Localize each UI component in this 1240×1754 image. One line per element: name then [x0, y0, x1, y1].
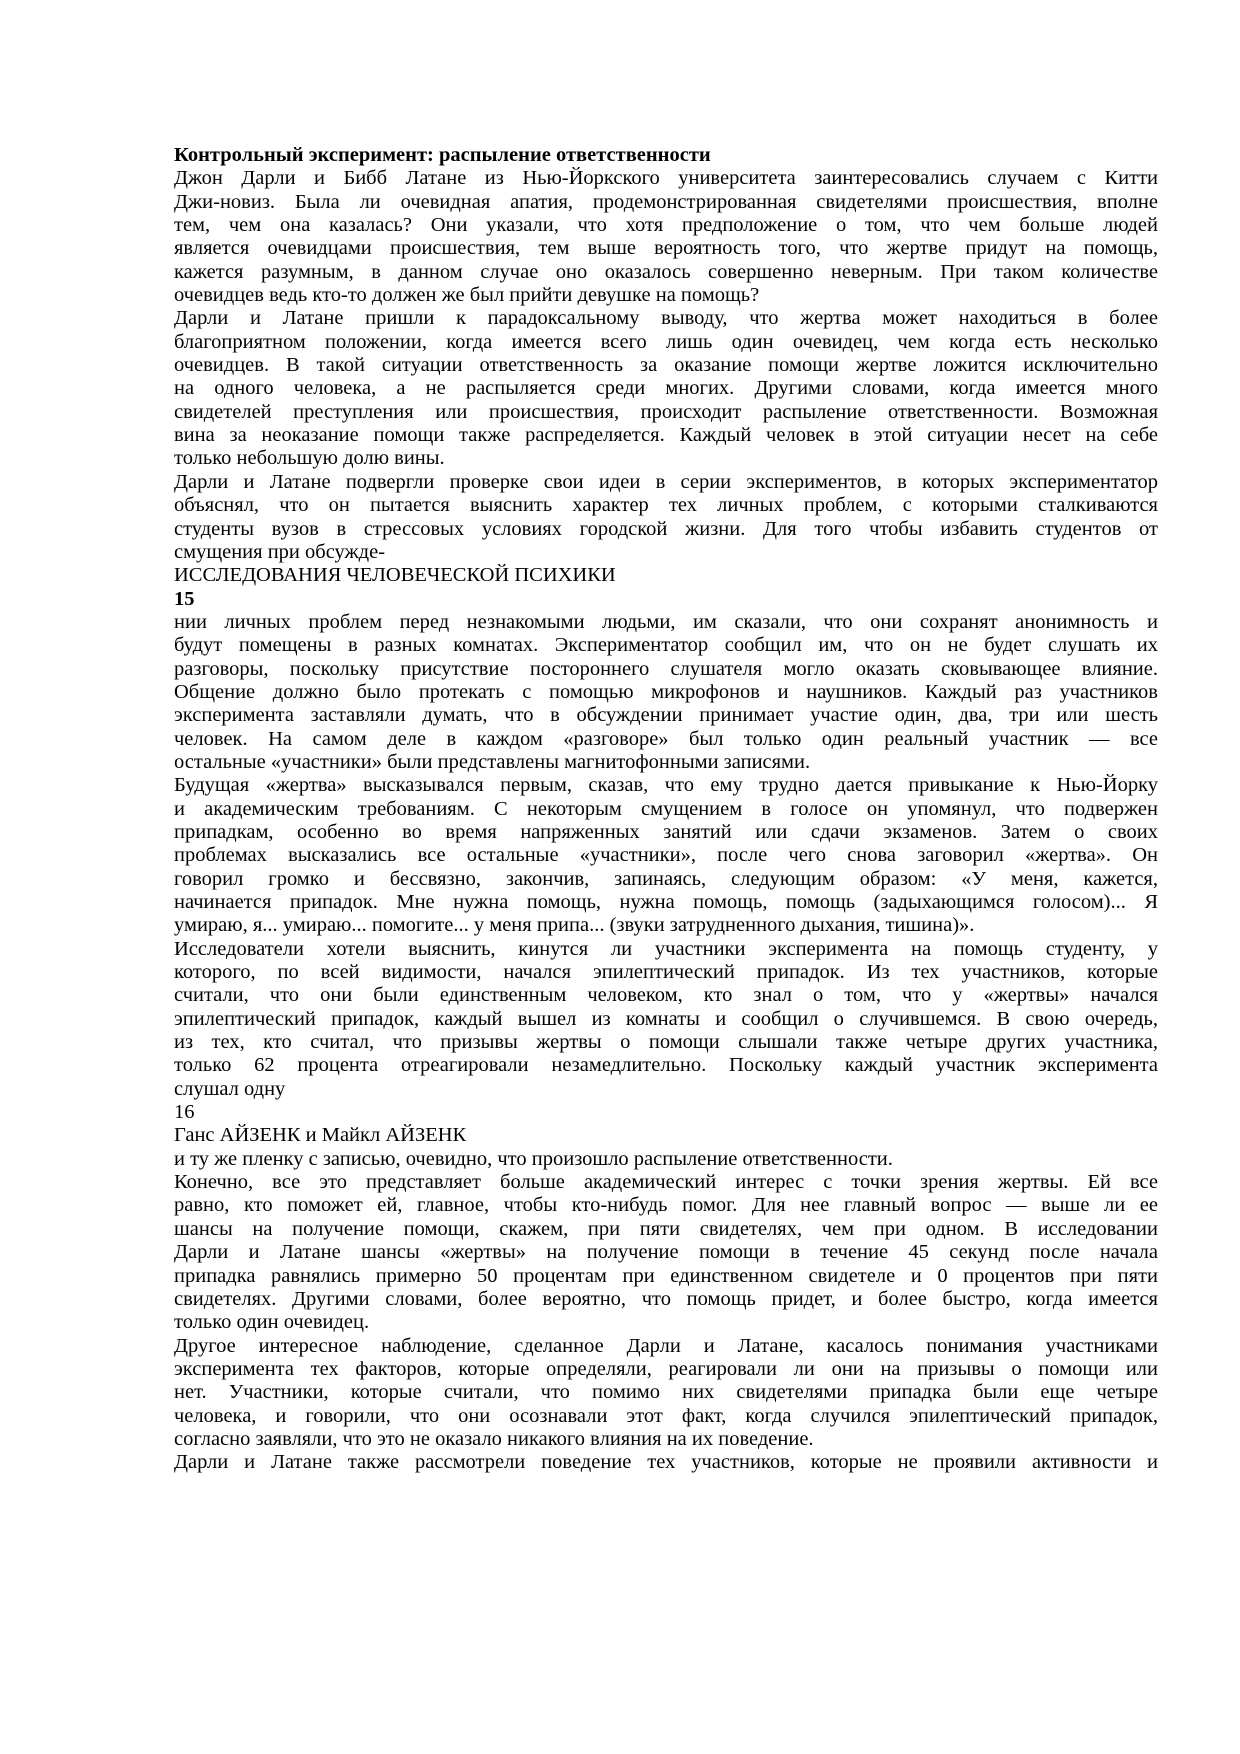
text-line: благоприятном положении, когда имеется всего лишь один очевидец, чем когда есть несколько — [174, 330, 1158, 353]
text-line: Дарли и Латане также рассмотрели поведение тех участников, которые не проявили активности и — [174, 1451, 1158, 1474]
text-line: говорил громко и бессвязно, закончив, запинаясь, следующим образом: «У меня, кажется, — [174, 867, 1158, 890]
text-line: студенты вузов в стрессовых условиях городской жизни. Для того чтобы избавить студентов от — [174, 517, 1158, 540]
text-line: из тех, кто считал, что призывы жертвы о помощи слышали также четыре других участника, — [174, 1031, 1158, 1054]
text-line: начинается припадок. Мне нужна помощь, нужна помощь, помощь (задыхающимся голосом)... Я — [174, 891, 1158, 913]
text-line: Другое интересное наблюдение, сделанное Дарли и Латане, касалось понимания участниками — [174, 1334, 1158, 1357]
text-line: очевидцев. В такой ситуации ответственность за оказание помощи жертве ложится исключительно — [174, 354, 1158, 377]
text-line: смущения при обсужде- — [174, 540, 386, 563]
text-line: эксперимента заставляли думать, что в обсуждении принимает участие один, два, три или шесть — [174, 704, 1158, 727]
text-line: тем, чем она казалась? Они указали, что хотя предположение о том, что чем больше людей — [174, 214, 1158, 237]
text-line: человек. На самом деле в каждом «разговоре» был только один реальный участник — все — [174, 727, 1158, 750]
text-line: Ганс АЙЗЕНК и Майкл АЙЗЕНК — [174, 1124, 467, 1147]
text-line: человека, и говорили, что они осознавали этот факт, когда случился эпилептический припадок, — [174, 1404, 1158, 1427]
text-line: будут помещены в разных комнатах. Экспериментатор сообщил им, что он не будет слушать их — [174, 634, 1158, 657]
paragraph — [174, 1451, 1158, 1474]
paragraph — [174, 938, 1158, 1101]
text-line: нии личных проблем перед незнакомыми людьми, им сказали, что они сохранят анонимность и — [174, 610, 1158, 633]
text-line: припадкам, особенно во время напряженных занятий или сдачи экзаменов. Затем о своих — [174, 820, 1158, 843]
text-line: считали, что они были единственным человеком, кто знал о том, что у «жертвы» начался — [174, 984, 1158, 1007]
text-line: кажется разумным, в данном случае оно оказалось совершенно неверным. При таком количестве — [174, 260, 1158, 283]
running-text — [174, 564, 1158, 587]
text-line: нет. Участники, которые считали, что помимо них свидетелями припадка были еще четыре — [174, 1381, 1158, 1404]
text-line: Дарли и Латане шансы «жертвы» на получение помощи в течение 45 секунд после начала — [174, 1241, 1158, 1264]
heading — [174, 144, 1158, 167]
paragraph — [174, 774, 1158, 937]
text-line: равно, кто поможет ей, главное, чтобы кто-нибудь помог. Для нее главный вопрос — выше ли ее — [174, 1194, 1158, 1217]
running-text — [174, 1124, 1158, 1147]
text-line: Общение должно было протекать с помощью микрофонов и наушников. Каждый раз участников — [174, 680, 1158, 703]
paragraph — [174, 1335, 1158, 1452]
text-line: очевидцев ведь кто-то должен же был прийти девушке на помощь? — [174, 284, 760, 307]
text-line: Дарли и Латане подвергли проверке свои идеи в серии экспериментов, в которых экспериментатор — [174, 470, 1158, 493]
text-line: Контрольный эксперимент: распыление ответственности — [174, 144, 711, 166]
text-line: припадка равнялись примерно 50 процентам при единственном свидетеле и 0 процентов при пяти — [174, 1264, 1158, 1287]
text-line: остальные «участники» были представлены магнитофонными записями. — [174, 750, 811, 773]
text-line: согласно заявляли, что это не оказало никакого влияния на их поведение. — [174, 1427, 814, 1450]
text-line: Джон Дарли и Бибб Латане из Нью-Йоркского университета заинтересовались случаем с Китти — [174, 167, 1158, 190]
text-line: вина за неоказание помощи также распределяется. Каждый человек в этой ситуации несет на себе — [174, 424, 1158, 447]
text-line: эпилептический припадок, каждый вышел из комнаты и сообщил о случившемся. В свою очередь, — [174, 1007, 1158, 1030]
paragraph — [174, 611, 1158, 774]
text-line: объяснял, что он пытается выяснить характер тех личных проблем, с которыми сталкиваются — [174, 494, 1158, 517]
text-line: и ту же пленку с записью, очевидно, что произошло распыление ответственности. — [174, 1147, 893, 1170]
heading — [174, 588, 1158, 611]
text-line: слушал одну — [174, 1077, 286, 1100]
text-line: 15 — [174, 587, 195, 610]
text-line: эксперимента тех факторов, которые определяли, реагировали ли они на призывы о помощи или — [174, 1357, 1158, 1380]
running-text — [174, 1148, 1158, 1171]
text-line: Конечно, все это представляет больше академический интерес с точки зрения жертвы. Ей все — [174, 1171, 1158, 1194]
text-line: Джи-новиз. Была ли очевидная апатия, продемонстрированная свидетелями происшествия, вполне — [174, 190, 1158, 213]
text-line: и академическим требованиям. С некоторым смущением в голосе он упомянул, что подвержен — [174, 797, 1158, 820]
text-line: только один очевидец. — [174, 1311, 370, 1334]
paragraph — [174, 307, 1158, 470]
text-line: только 62 процента отреагировали незамедлительно. Поскольку каждый участник эксперимента — [174, 1054, 1158, 1077]
document-page — [174, 144, 1158, 1475]
text-line: на одного человека, а не распыляется среди многих. Другими словами, когда имеется много — [174, 377, 1158, 400]
text-line: умираю, я... умираю... помогите... у меня припа... (звуки затрудненного дыхания, тишина)». — [174, 914, 975, 937]
running-text — [174, 1101, 1158, 1124]
text-line: является очевидцами происшествия, тем выше вероятность того, что жертве придут на помощь, — [174, 237, 1158, 260]
paragraph — [174, 471, 1158, 564]
text-line: Дарли и Латане пришли к парадоксальному выводу, что жертва может находиться в более — [174, 307, 1158, 330]
text-line: только небольшую долю вины. — [174, 447, 445, 470]
paragraph — [174, 167, 1158, 307]
text-line: 16 — [174, 1101, 195, 1124]
text-line: шансы на получение помощи, скажем, при пяти свидетелях, чем при одном. В исследовании — [174, 1217, 1158, 1240]
text-line: ИССЛЕДОВАНИЯ ЧЕЛОВЕЧЕСКОЙ ПСИХИКИ — [174, 564, 616, 587]
text-line: Исследователи хотели выяснить, кинутся ли участники эксперимента на помощь студенту, у — [174, 937, 1158, 960]
text-line: которого, по всей видимости, начался эпилептический припадок. Из тех участников, которые — [174, 961, 1158, 984]
text-line: проблемах высказались все остальные «участники», после чего снова заговорил «жертва». Он — [174, 844, 1158, 867]
text-line: свидетелей преступления или происшествия, происходит распыление ответственности. Возможная — [174, 400, 1158, 423]
paragraph — [174, 1171, 1158, 1334]
text-line: разговоры, поскольку присутствие постороннего слушателя могло оказать сковывающее влияние. — [174, 657, 1158, 680]
text-line: Будущая «жертва» высказывался первым, сказав, что ему трудно дается привыкание к Нью-Йорку — [174, 774, 1158, 797]
text-line: свидетелях. Другими словами, более вероятно, что помощь придет, и более быстро, когда имеется — [174, 1287, 1158, 1310]
